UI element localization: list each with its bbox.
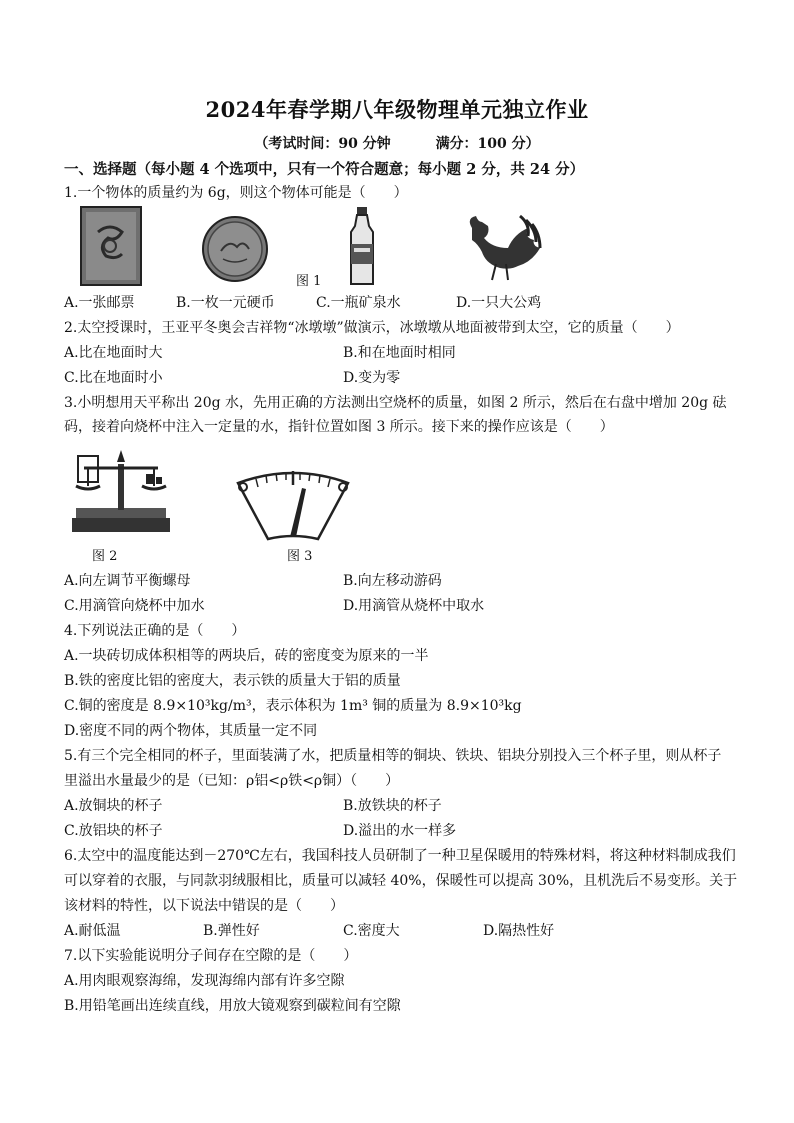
q6-option-d[interactable]: D.隔热性好 — [483, 923, 555, 939]
stamp-image — [80, 206, 142, 286]
coin-image — [201, 215, 269, 283]
q4-option-c[interactable]: C.铜的密度是 8.9×10³kg/m³，表示体积为 1m³ 铜的质量为 8.9×10³kg — [64, 698, 522, 714]
question-6-stem-line-3: 该材料的特性，以下说法中错误的是（ ） — [64, 898, 344, 914]
rooster-image — [462, 214, 544, 282]
q5-option-b[interactable]: B.放铁块的杯子 — [343, 798, 442, 814]
q6-option-c[interactable]: C.密度大 — [343, 923, 400, 939]
q2-option-d[interactable]: D.变为零 — [343, 370, 401, 386]
pointer-dial-image — [232, 463, 354, 541]
q5-option-c[interactable]: C.放铝块的杯子 — [64, 823, 163, 839]
q1-option-d[interactable]: D.一只大公鸡 — [456, 295, 542, 311]
q6-option-b[interactable]: B.弹性好 — [203, 923, 260, 939]
water-bottle-image — [345, 206, 379, 286]
q1-option-a[interactable]: A.一张邮票 — [64, 295, 135, 311]
question-5-stem-line-1: 5.有三个完全相同的杯子，里面装满了水，把质量相等的铜块、铁块、铝块分别投入三个杯子里，则从杯子 — [64, 748, 722, 764]
page-title: 2024年春学期八年级物理单元独立作业 — [205, 97, 589, 122]
exam-score: 满分：100 分） — [435, 136, 540, 152]
q5-option-a[interactable]: A.放铜块的杯子 — [64, 798, 163, 814]
q4-option-b[interactable]: B.铁的密度比铝的密度大，表示铁的质量大于铝的质量 — [64, 673, 401, 689]
exam-time: （考试时间：90 分钟 — [254, 136, 391, 152]
figure-2-label: 图 2 — [92, 549, 118, 564]
q2-option-c[interactable]: C.比在地面时小 — [64, 370, 163, 386]
question-6-stem-line-2: 可以穿着的衣服，与同款羽绒服相比，质量可以减轻 40%，保暖性可以提高 30%，且机洗后不易变形。关于 — [64, 873, 738, 889]
q4-option-d[interactable]: D.密度不同的两个物体，其质量一定不同 — [64, 723, 318, 739]
question-2-stem: 2.太空授课时，王亚平冬奥会吉祥物“冰墩墩”做演示，冰墩墩从地面被带到太空，它的质量（ ） — [64, 320, 680, 336]
q3-option-b[interactable]: B.向左移动游码 — [343, 573, 442, 589]
question-6-stem-line-1: 6.太空中的温度能达到－270℃左右，我国科技人员研制了一种卫星保暖用的特殊材料，将这种材料制成我们 — [64, 848, 736, 864]
q5-option-d[interactable]: D.溢出的水一样多 — [343, 823, 457, 839]
question-7-stem: 7.以下实验能说明分子间存在空隙的是（ ） — [64, 948, 358, 964]
exam-info — [0, 133, 794, 153]
q3-option-c[interactable]: C.用滴管向烧杯中加水 — [64, 598, 205, 614]
q3-option-d[interactable]: D.用滴管从烧杯中取水 — [343, 598, 485, 614]
figure-3-label: 图 3 — [287, 549, 313, 564]
q1-option-b[interactable]: B.一枚一元硬币 — [176, 295, 275, 311]
q7-option-a[interactable]: A.用肉眼观察海绵，发现海绵内部有许多空隙 — [64, 973, 345, 989]
q1-option-c[interactable]: C.一瓶矿泉水 — [316, 295, 401, 311]
q2-option-b[interactable]: B.和在地面时相同 — [343, 345, 456, 361]
question-5-stem-line-2: 里溢出水量最少的是（已知：ρ铝<ρ铁<ρ铜）（ ） — [64, 773, 400, 789]
q2-option-a[interactable]: A.比在地面时大 — [64, 345, 163, 361]
question-3-stem-line-2: 码，接着向烧杯中注入一定量的水，指针位置如图 3 所示。接下来的操作应该是（ ） — [64, 419, 614, 435]
q3-option-a[interactable]: A.向左调节平衡螺母 — [64, 573, 191, 589]
question-1-stem: 1.一个物体的质量约为 6g，则这个物体可能是（ ） — [64, 185, 408, 201]
figure-1-label: 图 1 — [296, 274, 322, 289]
section-heading: 一、选择题（每小题 4 个选项中，只有一个符合题意；每小题 2 分，共 24 分） — [64, 161, 585, 178]
question-4-stem: 4.下列说法正确的是（ ） — [64, 623, 246, 639]
question-3-stem-line-1: 3.小明想用天平称出 20g 水，先用正确的方法测出空烧杯的质量，如图 2 所示，然后在右盘中增加 20g 砝 — [64, 395, 727, 411]
balance-scale-image — [70, 446, 172, 534]
q6-option-a[interactable]: A.耐低温 — [64, 923, 121, 939]
q4-option-a[interactable]: A.一块砖切成体积相等的两块后，砖的密度变为原来的一半 — [64, 648, 429, 664]
q7-option-b[interactable]: B.用铅笔画出连续直线，用放大镜观察到碳粒间有空隙 — [64, 998, 401, 1014]
